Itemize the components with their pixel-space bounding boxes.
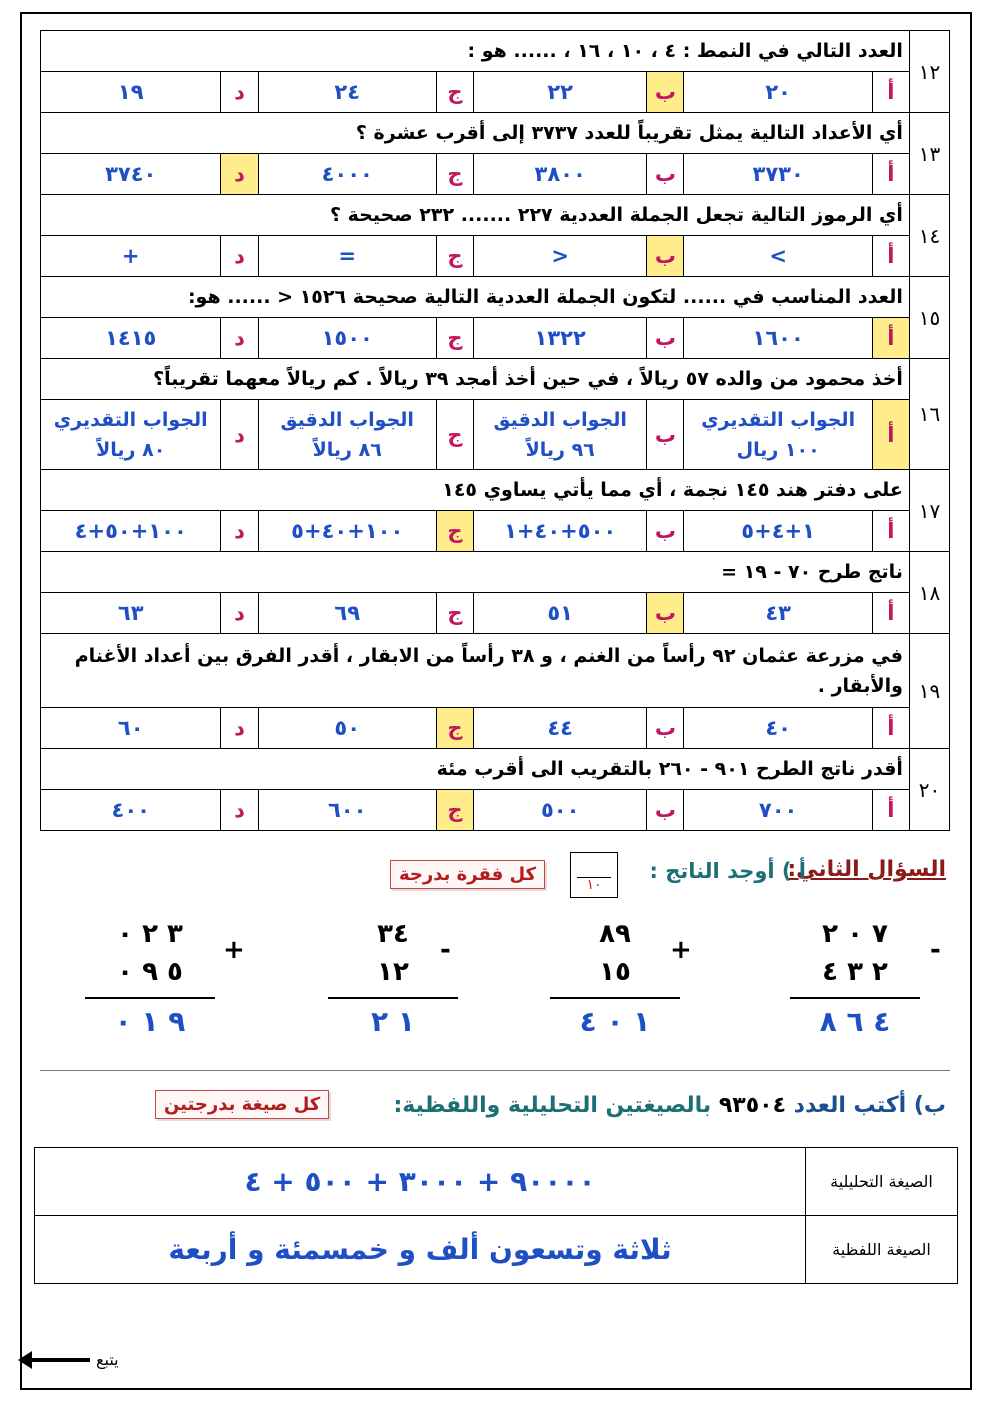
form-value: ٩٠٠٠٠ + ٣٠٠٠ + ٥٠٠ + ٤ <box>35 1148 806 1216</box>
question-row <box>41 634 950 708</box>
choice-value: ٥٠ <box>258 708 436 749</box>
choice-value-line1: الجواب الدقيق <box>493 408 627 431</box>
question-row <box>41 277 950 318</box>
choice-value: ١٥٠٠ <box>258 318 436 359</box>
part-a-title: أ ) أوجد الناتج : <box>649 859 806 883</box>
form-row-word <box>35 1216 958 1284</box>
grade-value: ١٠ <box>586 877 602 893</box>
operation-sign: - <box>440 935 451 965</box>
choice-label[interactable]: أ <box>872 790 909 831</box>
choice-label[interactable]: ج <box>436 72 473 113</box>
operation-top: ٨٩ <box>599 919 631 949</box>
answer-row <box>41 790 950 831</box>
question-row <box>41 195 950 236</box>
operation-sign: - <box>930 935 941 965</box>
operation-result: ٩ ١ ٠ <box>114 1005 186 1038</box>
question-text: أي الأعداد التالية يمثل تقريباً للعدد ٣٧٣٧ إلى أقرب عشرة ؟ <box>41 113 910 154</box>
choice-label[interactable]: ب <box>647 593 684 634</box>
answer-row <box>41 593 950 634</box>
operation-sign: + <box>670 935 692 965</box>
choice-value: ٤٤ <box>473 708 646 749</box>
follow-label: يتبع <box>96 1350 119 1369</box>
choice-value: > <box>684 236 872 277</box>
operation-top: ٣ ٢ ٠ <box>117 919 183 949</box>
choice-label[interactable]: ج <box>436 400 473 470</box>
choice-value-line2: ١٠٠ ريال <box>736 438 820 461</box>
choice-value-line1: الجواب التقديري <box>701 408 856 431</box>
choice-label[interactable]: د <box>221 400 258 470</box>
choice-label[interactable]: ج <box>436 790 473 831</box>
choice-label[interactable]: د <box>221 236 258 277</box>
operation-sign: + <box>223 935 245 965</box>
question-row <box>41 359 950 400</box>
choice-value: ٢٢ <box>473 72 646 113</box>
choice-label[interactable]: أ <box>872 708 909 749</box>
choice-label[interactable]: ب <box>647 790 684 831</box>
choice-label[interactable]: ج <box>436 708 473 749</box>
question-text: على دفتر هند ١٤٥ نجمة ، أي مما يأتي يساوي ١٤٥ <box>41 470 910 511</box>
question-text: أي الرموز التالية تجعل الجملة العددية ٢٢٧ ....... ٢٣٢ صحيحة ؟ <box>41 195 910 236</box>
choice-value: ١٠٠+٤٠+٥ <box>258 511 436 552</box>
arrow-left-icon <box>30 1358 90 1362</box>
question-text: أخذ محمود من والده ٥٧ ريالاً ، في حين أخذ أمجد ٣٩ ريالاً . كم ريالاً معهما تقريباً؟ <box>41 359 910 400</box>
choice-value: ٦٣ <box>41 593 221 634</box>
answer-row <box>41 72 950 113</box>
grade-box <box>570 852 618 898</box>
choice-label[interactable]: ج <box>436 318 473 359</box>
operation-bottom: ١٢ <box>377 957 409 987</box>
forms-table <box>34 1147 958 1284</box>
question-text: العدد المناسب في ...... لتكون الجملة العددية التالية صحيحة ١٥٢٦ < ...... هو: <box>41 277 910 318</box>
form-value: ثلاثة وتسعون ألف و خمسمئة و أربعة <box>35 1216 806 1284</box>
operation-result: ٤ ٦ ٨ <box>819 1005 891 1038</box>
question-text: العدد التالي في النمط : ٤ ، ١٠ ، ١٦ ، ...... هو : <box>41 31 910 72</box>
answer-row <box>41 511 950 552</box>
answer-row <box>41 236 950 277</box>
choice-value: ٢٠ <box>684 72 872 113</box>
choice-value: ١٣٢٢ <box>473 318 646 359</box>
choice-value: ٤٣ <box>684 593 872 634</box>
choice-value: ٤٠٠ <box>41 790 221 831</box>
choice-label[interactable]: د <box>221 511 258 552</box>
answer-row <box>41 154 950 195</box>
choice-value: ١٠٠+٥٠+٤ <box>41 511 221 552</box>
choice-label[interactable]: د <box>221 72 258 113</box>
choice-value-line1: الجواب الدقيق <box>280 408 414 431</box>
operation-bottom: ٢ ٣ ٤ <box>822 957 888 987</box>
choice-value: ٧٠٠ <box>684 790 872 831</box>
form-row-expanded <box>35 1148 958 1216</box>
choice-label[interactable]: أ <box>872 593 909 634</box>
question-number: ١٤ <box>909 195 949 277</box>
choice-value: ٥٠٠ <box>473 790 646 831</box>
choice-value: = <box>258 236 436 277</box>
part-b-number: ٩٣٥٠٤ <box>718 1093 786 1118</box>
choice-value: ١٦٠٠ <box>684 318 872 359</box>
question-text: أقدر ناتج الطرح ٩٠١ - ٢٦٠ بالتقريب الى أقرب مئة <box>41 749 910 790</box>
grade-note-a: كل فقرة بدرجة <box>390 860 545 889</box>
question-row <box>41 113 950 154</box>
choice-label[interactable]: أ <box>872 511 909 552</box>
choice-label[interactable]: ب <box>647 400 684 470</box>
choice-value-line1: الجواب التقديري <box>53 408 208 431</box>
choice-value <box>258 400 436 470</box>
question-number: ١٩ <box>909 634 949 749</box>
answer-row <box>41 318 950 359</box>
answer-row <box>41 400 950 470</box>
section2-title: السؤال الثاني: <box>787 857 946 882</box>
operation-bottom: ١٥ <box>599 957 631 987</box>
part-b-text2: بالصيغتين التحليلية واللفظية: <box>393 1093 712 1118</box>
choice-value: ٣٧٣٠ <box>684 154 872 195</box>
choice-value-line2: ٨٠ ريالاً <box>96 438 166 461</box>
choice-label[interactable]: ج <box>436 236 473 277</box>
choice-label[interactable]: ب <box>647 318 684 359</box>
operation-2 <box>540 915 690 1038</box>
choice-label[interactable]: د <box>221 318 258 359</box>
choice-value: ١٩ <box>41 72 221 113</box>
choice-value: ١+٤+٥ <box>684 511 872 552</box>
choice-value: ٥١ <box>473 593 646 634</box>
questions-table <box>40 30 950 831</box>
choice-label[interactable]: د <box>221 790 258 831</box>
choice-value: ٦٩ <box>258 593 436 634</box>
operation-3 <box>318 915 468 1038</box>
operation-top: ٣٤ <box>377 919 409 949</box>
choice-label[interactable]: ب <box>647 708 684 749</box>
question-row <box>41 749 950 790</box>
choice-label[interactable]: د <box>221 593 258 634</box>
answer-row <box>41 708 950 749</box>
choice-label[interactable]: ب <box>647 236 684 277</box>
choice-label[interactable]: أ <box>872 318 909 359</box>
question-row <box>41 552 950 593</box>
form-label: الصيغة اللفظية <box>806 1216 958 1284</box>
section-divider <box>40 1070 950 1071</box>
choice-value <box>684 400 872 470</box>
choice-value: ٣٧٤٠ <box>41 154 221 195</box>
choice-value: ٢٤ <box>258 72 436 113</box>
operation-result: ١ ٢ <box>371 1005 415 1038</box>
choice-value: ٦٠ <box>41 708 221 749</box>
choice-label[interactable]: ب <box>647 154 684 195</box>
choice-label[interactable]: ب <box>647 72 684 113</box>
question-number: ١٨ <box>909 552 949 634</box>
choice-value: ٦٠٠ <box>258 790 436 831</box>
choice-label[interactable]: د <box>221 708 258 749</box>
choice-value: ٥٠٠+٤٠+١ <box>473 511 646 552</box>
operation-bottom: ٥ ٩ ٠ <box>117 957 183 987</box>
choice-label[interactable]: أ <box>872 236 909 277</box>
question-number: ١٦ <box>909 359 949 470</box>
grade-note-b: كل صيغة بدرجتين <box>155 1090 329 1119</box>
follow-indicator <box>30 1350 119 1369</box>
part-b-letter: ب) <box>913 1093 946 1118</box>
choice-label[interactable]: أ <box>872 400 909 470</box>
choice-value: < <box>473 236 646 277</box>
choice-label[interactable]: ج <box>436 593 473 634</box>
choice-label[interactable]: ج <box>436 511 473 552</box>
operation-result: ١ ٠ ٤ <box>579 1005 651 1038</box>
choice-value: ٤٠ <box>684 708 872 749</box>
choice-value-line2: ٩٦ ريالاً <box>525 438 595 461</box>
choice-label[interactable]: د <box>221 154 258 195</box>
question-number: ١٧ <box>909 470 949 552</box>
operation-4 <box>75 915 245 1038</box>
choice-value: ٤٠٠٠ <box>258 154 436 195</box>
part-b-text1: أكتب العدد <box>793 1093 907 1118</box>
part-b-title <box>394 1093 947 1118</box>
question-text: في مزرعة عثمان ٩٢ رأساً من الغنم ، و ٣٨ رأساً من الابقار ، أقدر الفرق بين أعداد الأغنام والأبقار . <box>41 634 910 708</box>
choice-label[interactable]: أ <box>872 154 909 195</box>
choice-value <box>473 400 646 470</box>
choice-label[interactable]: ج <box>436 154 473 195</box>
question-text: ناتج طرح ٧٠ - ١٩ = <box>41 552 910 593</box>
choice-value-line2: ٨٦ ريالاً <box>312 438 382 461</box>
question-row <box>41 31 950 72</box>
choice-label[interactable]: أ <box>872 72 909 113</box>
question-number: ١٥ <box>909 277 949 359</box>
question-number: ٢٠ <box>909 749 949 831</box>
choice-value: ٣٨٠٠ <box>473 154 646 195</box>
choice-value: ١٤١٥ <box>41 318 221 359</box>
question-number: ١٢ <box>909 31 949 113</box>
choice-label[interactable]: ب <box>647 511 684 552</box>
operation-1 <box>780 915 941 1038</box>
operation-top: ٧ ٠ ٢ <box>822 919 888 949</box>
choice-value <box>41 400 221 470</box>
form-label: الصيغة التحليلية <box>806 1148 958 1216</box>
choice-value: + <box>41 236 221 277</box>
question-number: ١٣ <box>909 113 949 195</box>
question-row <box>41 470 950 511</box>
